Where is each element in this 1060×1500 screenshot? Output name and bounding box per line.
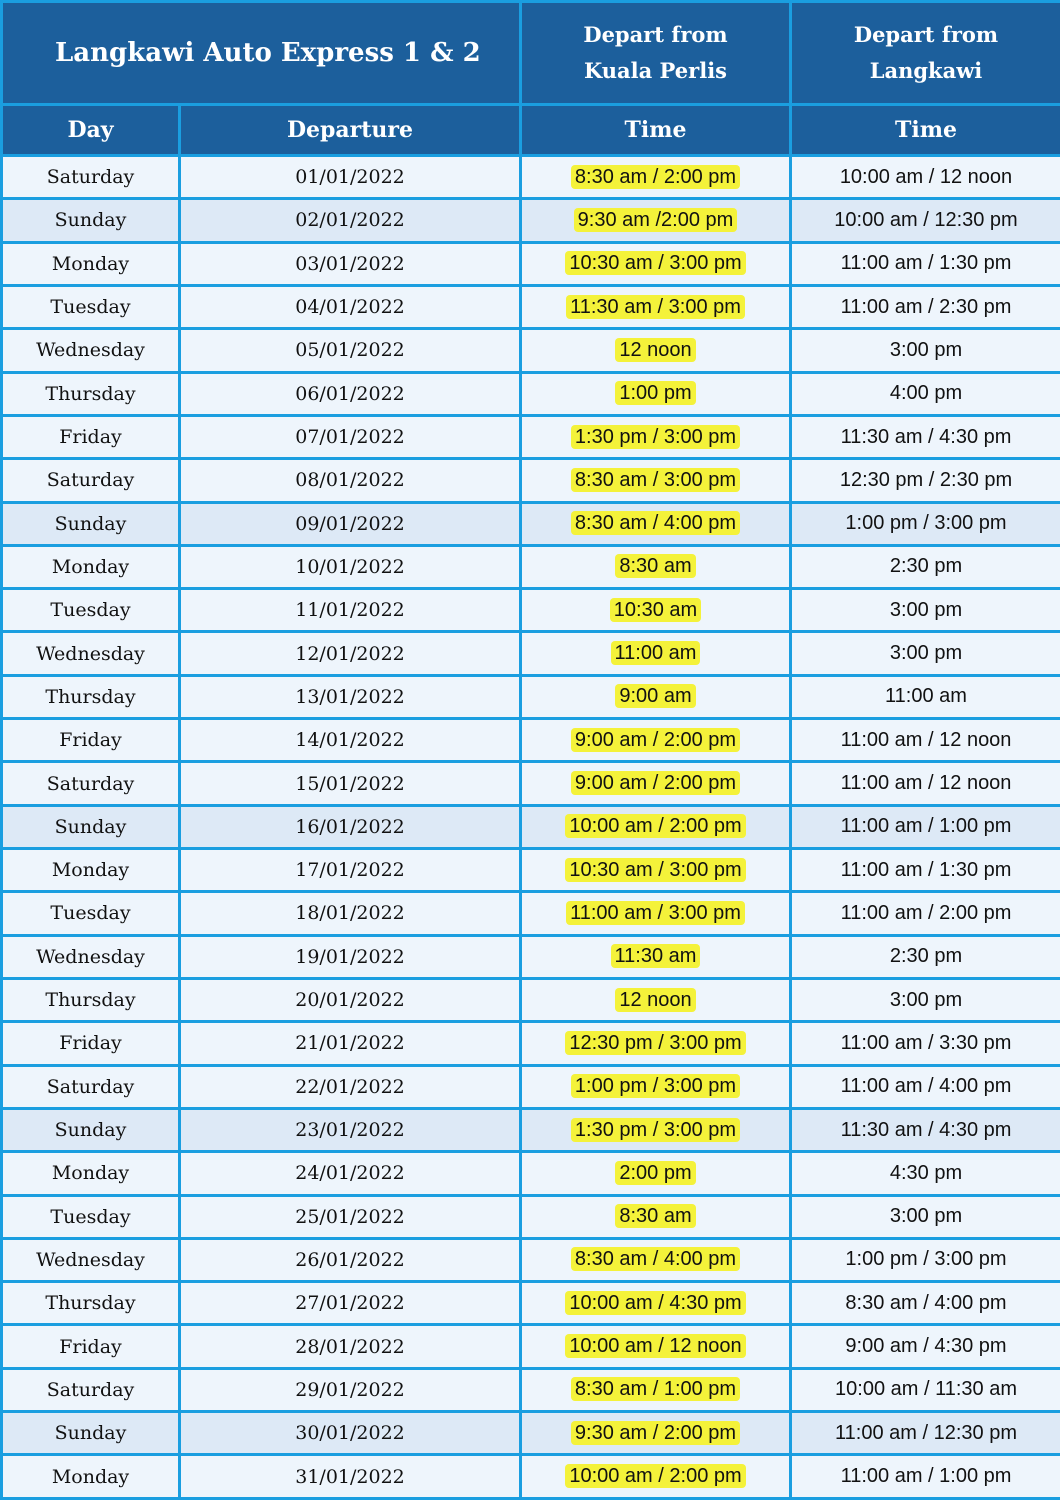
- table-row: [2, 1065, 1060, 1108]
- day-cell: Thursday: [2, 978, 180, 1021]
- langkawi-time-cell: 2:30 pm: [791, 545, 1060, 588]
- departure-date-cell: 15/01/2022: [180, 762, 521, 805]
- departure-date-cell: 21/01/2022: [180, 1022, 521, 1065]
- kuala-perlis-time-cell: [521, 1455, 791, 1499]
- table-row: [2, 892, 1060, 935]
- kuala-perlis-time-highlight: 11:30 am / 3:00 pm: [566, 295, 745, 319]
- column-header-row: [2, 105, 1060, 156]
- table-row: [2, 1108, 1060, 1151]
- langkawi-time-cell: 11:00 am / 12 noon: [791, 762, 1060, 805]
- departure-date-cell: 11/01/2022: [180, 589, 521, 632]
- langkawi-time-cell: 11:00 am / 1:00 pm: [791, 1455, 1060, 1499]
- kuala-perlis-time-highlight: 1:00 pm / 3:00 pm: [571, 1074, 740, 1098]
- column-header-day: Day: [2, 105, 180, 156]
- kuala-perlis-time-cell: [521, 1412, 791, 1455]
- kuala-perlis-time-highlight: 1:30 pm / 3:00 pm: [571, 1118, 740, 1142]
- departure-date-cell: 30/01/2022: [180, 1412, 521, 1455]
- kuala-perlis-time-cell: [521, 199, 791, 242]
- kuala-perlis-time-highlight: 1:30 pm / 3:00 pm: [571, 425, 740, 449]
- langkawi-header: [791, 2, 1060, 105]
- day-cell: Saturday: [2, 1065, 180, 1108]
- table-row: [2, 675, 1060, 718]
- kuala-perlis-time-highlight: 10:30 am / 3:00 pm: [565, 858, 745, 882]
- departure-date-cell: 08/01/2022: [180, 459, 521, 502]
- table-row: [2, 589, 1060, 632]
- table-row: [2, 849, 1060, 892]
- day-cell: Thursday: [2, 675, 180, 718]
- day-cell: Sunday: [2, 502, 180, 545]
- kuala-perlis-time-highlight: 9:00 am: [615, 684, 695, 708]
- kuala-perlis-time-highlight: 11:00 am / 3:00 pm: [566, 901, 745, 925]
- kuala-perlis-header-line2: Kuala Perlis: [584, 58, 727, 83]
- day-cell: Wednesday: [2, 632, 180, 675]
- day-cell: Tuesday: [2, 1195, 180, 1238]
- langkawi-time-cell: 10:00 am / 11:30 am: [791, 1368, 1060, 1411]
- langkawi-header-line1: Depart from: [853, 22, 999, 47]
- kuala-perlis-time-highlight: 8:30 am / 1:00 pm: [571, 1377, 740, 1401]
- schedule-title: Langkawi Auto Express 1 & 2: [2, 2, 521, 105]
- departure-date-cell: 27/01/2022: [180, 1282, 521, 1325]
- table-row: [2, 372, 1060, 415]
- langkawi-time-cell: 11:00 am / 12 noon: [791, 719, 1060, 762]
- kuala-perlis-time-cell: [521, 1282, 791, 1325]
- kuala-perlis-time-highlight: 12 noon: [615, 988, 695, 1012]
- kuala-perlis-time-cell: [521, 978, 791, 1021]
- departure-date-cell: 03/01/2022: [180, 242, 521, 285]
- kuala-perlis-time-cell: [521, 849, 791, 892]
- kuala-perlis-time-cell: [521, 805, 791, 848]
- kuala-perlis-time-highlight: 8:30 am / 4:00 pm: [571, 511, 740, 535]
- langkawi-time-cell: 9:00 am / 4:30 pm: [791, 1325, 1060, 1368]
- kuala-perlis-time-cell: [521, 1195, 791, 1238]
- day-cell: Saturday: [2, 459, 180, 502]
- table-row: [2, 1152, 1060, 1195]
- table-row: [2, 329, 1060, 372]
- langkawi-time-cell: 3:00 pm: [791, 978, 1060, 1021]
- column-header-departure: Departure: [180, 105, 521, 156]
- langkawi-time-cell: 12:30 pm / 2:30 pm: [791, 459, 1060, 502]
- kuala-perlis-header: [521, 2, 791, 105]
- kuala-perlis-time-highlight: 10:00 am / 2:00 pm: [565, 1464, 745, 1488]
- departure-date-cell: 09/01/2022: [180, 502, 521, 545]
- langkawi-time-cell: 1:00 pm / 3:00 pm: [791, 502, 1060, 545]
- day-cell: Wednesday: [2, 329, 180, 372]
- langkawi-time-cell: 10:00 am / 12:30 pm: [791, 199, 1060, 242]
- langkawi-time-cell: 11:00 am / 1:00 pm: [791, 805, 1060, 848]
- kuala-perlis-time-highlight: 8:30 am: [615, 1204, 695, 1228]
- kuala-perlis-time-cell: [521, 459, 791, 502]
- table-row: [2, 1325, 1060, 1368]
- kuala-perlis-time-highlight: 12:30 pm / 3:00 pm: [565, 1031, 745, 1055]
- day-cell: Friday: [2, 1022, 180, 1065]
- kuala-perlis-time-highlight: 10:30 am: [610, 598, 701, 622]
- langkawi-time-cell: 3:00 pm: [791, 329, 1060, 372]
- day-cell: Sunday: [2, 805, 180, 848]
- departure-date-cell: 07/01/2022: [180, 415, 521, 458]
- departure-date-cell: 13/01/2022: [180, 675, 521, 718]
- langkawi-time-cell: 11:00 am / 2:00 pm: [791, 892, 1060, 935]
- kuala-perlis-time-highlight: 9:30 am /2:00 pm: [574, 208, 738, 232]
- kuala-perlis-time-cell: [521, 632, 791, 675]
- kuala-perlis-time-highlight: 8:30 am / 3:00 pm: [571, 468, 740, 492]
- table-row: [2, 199, 1060, 242]
- departure-date-cell: 18/01/2022: [180, 892, 521, 935]
- langkawi-time-cell: 3:00 pm: [791, 1195, 1060, 1238]
- kuala-perlis-time-highlight: 2:00 pm: [615, 1161, 695, 1185]
- table-row: [2, 1022, 1060, 1065]
- kuala-perlis-time-highlight: 9:00 am / 2:00 pm: [571, 771, 740, 795]
- day-cell: Tuesday: [2, 892, 180, 935]
- kuala-perlis-time-cell: [521, 1108, 791, 1151]
- kuala-perlis-time-cell: [521, 156, 791, 199]
- day-cell: Monday: [2, 1152, 180, 1195]
- departure-date-cell: 01/01/2022: [180, 156, 521, 199]
- table-row: [2, 1412, 1060, 1455]
- table-row: [2, 719, 1060, 762]
- day-cell: Monday: [2, 545, 180, 588]
- kuala-perlis-time-highlight: 9:00 am / 2:00 pm: [571, 728, 740, 752]
- day-cell: Thursday: [2, 372, 180, 415]
- langkawi-time-cell: 11:30 am / 4:30 pm: [791, 1108, 1060, 1151]
- departure-date-cell: 26/01/2022: [180, 1238, 521, 1281]
- title-row: [2, 2, 1060, 105]
- departure-date-cell: 14/01/2022: [180, 719, 521, 762]
- kuala-perlis-time-cell: [521, 242, 791, 285]
- kuala-perlis-time-highlight: 10:00 am / 12 noon: [565, 1334, 745, 1358]
- departure-date-cell: 02/01/2022: [180, 199, 521, 242]
- day-cell: Friday: [2, 719, 180, 762]
- day-cell: Monday: [2, 1455, 180, 1499]
- kuala-perlis-time-cell: [521, 719, 791, 762]
- kuala-perlis-time-highlight: 11:00 am: [611, 641, 701, 665]
- langkawi-time-cell: 11:00 am / 1:30 pm: [791, 242, 1060, 285]
- langkawi-time-cell: 11:30 am / 4:30 pm: [791, 415, 1060, 458]
- day-cell: Tuesday: [2, 285, 180, 328]
- kuala-perlis-time-cell: [521, 285, 791, 328]
- kuala-perlis-time-highlight: 8:30 am / 2:00 pm: [571, 165, 740, 189]
- kuala-perlis-time-cell: [521, 1022, 791, 1065]
- kuala-perlis-time-highlight: 8:30 am: [615, 554, 695, 578]
- kuala-perlis-time-cell: [521, 892, 791, 935]
- langkawi-time-cell: 4:00 pm: [791, 372, 1060, 415]
- langkawi-time-cell: 3:00 pm: [791, 589, 1060, 632]
- kuala-perlis-time-highlight: 9:30 am / 2:00 pm: [571, 1421, 740, 1445]
- table-row: [2, 156, 1060, 199]
- day-cell: Wednesday: [2, 935, 180, 978]
- kuala-perlis-time-cell: [521, 1238, 791, 1281]
- langkawi-time-cell: 1:00 pm / 3:00 pm: [791, 1238, 1060, 1281]
- table-row: [2, 632, 1060, 675]
- langkawi-time-cell: 11:00 am / 1:30 pm: [791, 849, 1060, 892]
- departure-date-cell: 29/01/2022: [180, 1368, 521, 1411]
- table-row: [2, 1368, 1060, 1411]
- table-row: [2, 762, 1060, 805]
- table-row: [2, 459, 1060, 502]
- day-cell: Friday: [2, 415, 180, 458]
- kuala-perlis-time-highlight: 8:30 am / 4:00 pm: [571, 1247, 740, 1271]
- departure-date-cell: 20/01/2022: [180, 978, 521, 1021]
- table-row: [2, 502, 1060, 545]
- kuala-perlis-time-cell: [521, 545, 791, 588]
- day-cell: Saturday: [2, 762, 180, 805]
- departure-date-cell: 16/01/2022: [180, 805, 521, 848]
- kuala-perlis-time-cell: [521, 589, 791, 632]
- kuala-perlis-time-cell: [521, 329, 791, 372]
- departure-date-cell: 19/01/2022: [180, 935, 521, 978]
- kuala-perlis-time-highlight: 11:30 am: [611, 944, 701, 968]
- day-cell: Saturday: [2, 156, 180, 199]
- day-cell: Wednesday: [2, 1238, 180, 1281]
- langkawi-time-cell: 4:30 pm: [791, 1152, 1060, 1195]
- kuala-perlis-time-cell: [521, 415, 791, 458]
- table-row: [2, 935, 1060, 978]
- departure-date-cell: 17/01/2022: [180, 849, 521, 892]
- langkawi-time-cell: 8:30 am / 4:00 pm: [791, 1282, 1060, 1325]
- departure-date-cell: 10/01/2022: [180, 545, 521, 588]
- column-header-time-langkawi: Time: [791, 105, 1060, 156]
- column-header-time-kuala-perlis: Time: [521, 105, 791, 156]
- departure-date-cell: 22/01/2022: [180, 1065, 521, 1108]
- kuala-perlis-time-highlight: 10:00 am / 4:30 pm: [565, 1291, 745, 1315]
- day-cell: Thursday: [2, 1282, 180, 1325]
- kuala-perlis-time-cell: [521, 372, 791, 415]
- day-cell: Saturday: [2, 1368, 180, 1411]
- day-cell: Sunday: [2, 1108, 180, 1151]
- kuala-perlis-time-highlight: 10:00 am / 2:00 pm: [565, 814, 745, 838]
- kuala-perlis-time-highlight: 10:30 am / 3:00 pm: [565, 251, 745, 275]
- table-row: [2, 1195, 1060, 1238]
- langkawi-time-cell: 11:00 am / 12:30 pm: [791, 1412, 1060, 1455]
- kuala-perlis-time-highlight: 1:00 pm: [615, 381, 695, 405]
- langkawi-time-cell: 10:00 am / 12 noon: [791, 156, 1060, 199]
- langkawi-time-cell: 11:00 am / 4:00 pm: [791, 1065, 1060, 1108]
- kuala-perlis-time-cell: [521, 502, 791, 545]
- table-row: [2, 1455, 1060, 1499]
- kuala-perlis-time-cell: [521, 1325, 791, 1368]
- departure-date-cell: 24/01/2022: [180, 1152, 521, 1195]
- kuala-perlis-time-cell: [521, 675, 791, 718]
- langkawi-time-cell: 11:00 am: [791, 675, 1060, 718]
- kuala-perlis-time-cell: [521, 1152, 791, 1195]
- kuala-perlis-time-cell: [521, 762, 791, 805]
- departure-date-cell: 31/01/2022: [180, 1455, 521, 1499]
- table-row: [2, 978, 1060, 1021]
- departure-date-cell: 12/01/2022: [180, 632, 521, 675]
- langkawi-time-cell: 11:00 am / 2:30 pm: [791, 285, 1060, 328]
- table-row: [2, 242, 1060, 285]
- departure-date-cell: 25/01/2022: [180, 1195, 521, 1238]
- langkawi-time-cell: 3:00 pm: [791, 632, 1060, 675]
- departure-date-cell: 28/01/2022: [180, 1325, 521, 1368]
- schedule-body: [2, 156, 1060, 1499]
- departure-date-cell: 05/01/2022: [180, 329, 521, 372]
- departure-date-cell: 04/01/2022: [180, 285, 521, 328]
- kuala-perlis-time-highlight: 12 noon: [615, 338, 695, 362]
- departure-date-cell: 06/01/2022: [180, 372, 521, 415]
- day-cell: Monday: [2, 242, 180, 285]
- day-cell: Sunday: [2, 199, 180, 242]
- day-cell: Friday: [2, 1325, 180, 1368]
- day-cell: Monday: [2, 849, 180, 892]
- day-cell: Sunday: [2, 1412, 180, 1455]
- departure-date-cell: 23/01/2022: [180, 1108, 521, 1151]
- table-row: [2, 1282, 1060, 1325]
- kuala-perlis-time-cell: [521, 935, 791, 978]
- table-row: [2, 805, 1060, 848]
- langkawi-time-cell: 2:30 pm: [791, 935, 1060, 978]
- table-row: [2, 1238, 1060, 1281]
- kuala-perlis-time-cell: [521, 1065, 791, 1108]
- langkawi-header-line2: Langkawi: [869, 58, 983, 83]
- day-cell: Tuesday: [2, 589, 180, 632]
- langkawi-time-cell: 11:00 am / 3:30 pm: [791, 1022, 1060, 1065]
- table-row: [2, 545, 1060, 588]
- table-row: [2, 415, 1060, 458]
- table-row: [2, 285, 1060, 328]
- kuala-perlis-time-cell: [521, 1368, 791, 1411]
- kuala-perlis-header-line1: Depart from: [583, 22, 728, 47]
